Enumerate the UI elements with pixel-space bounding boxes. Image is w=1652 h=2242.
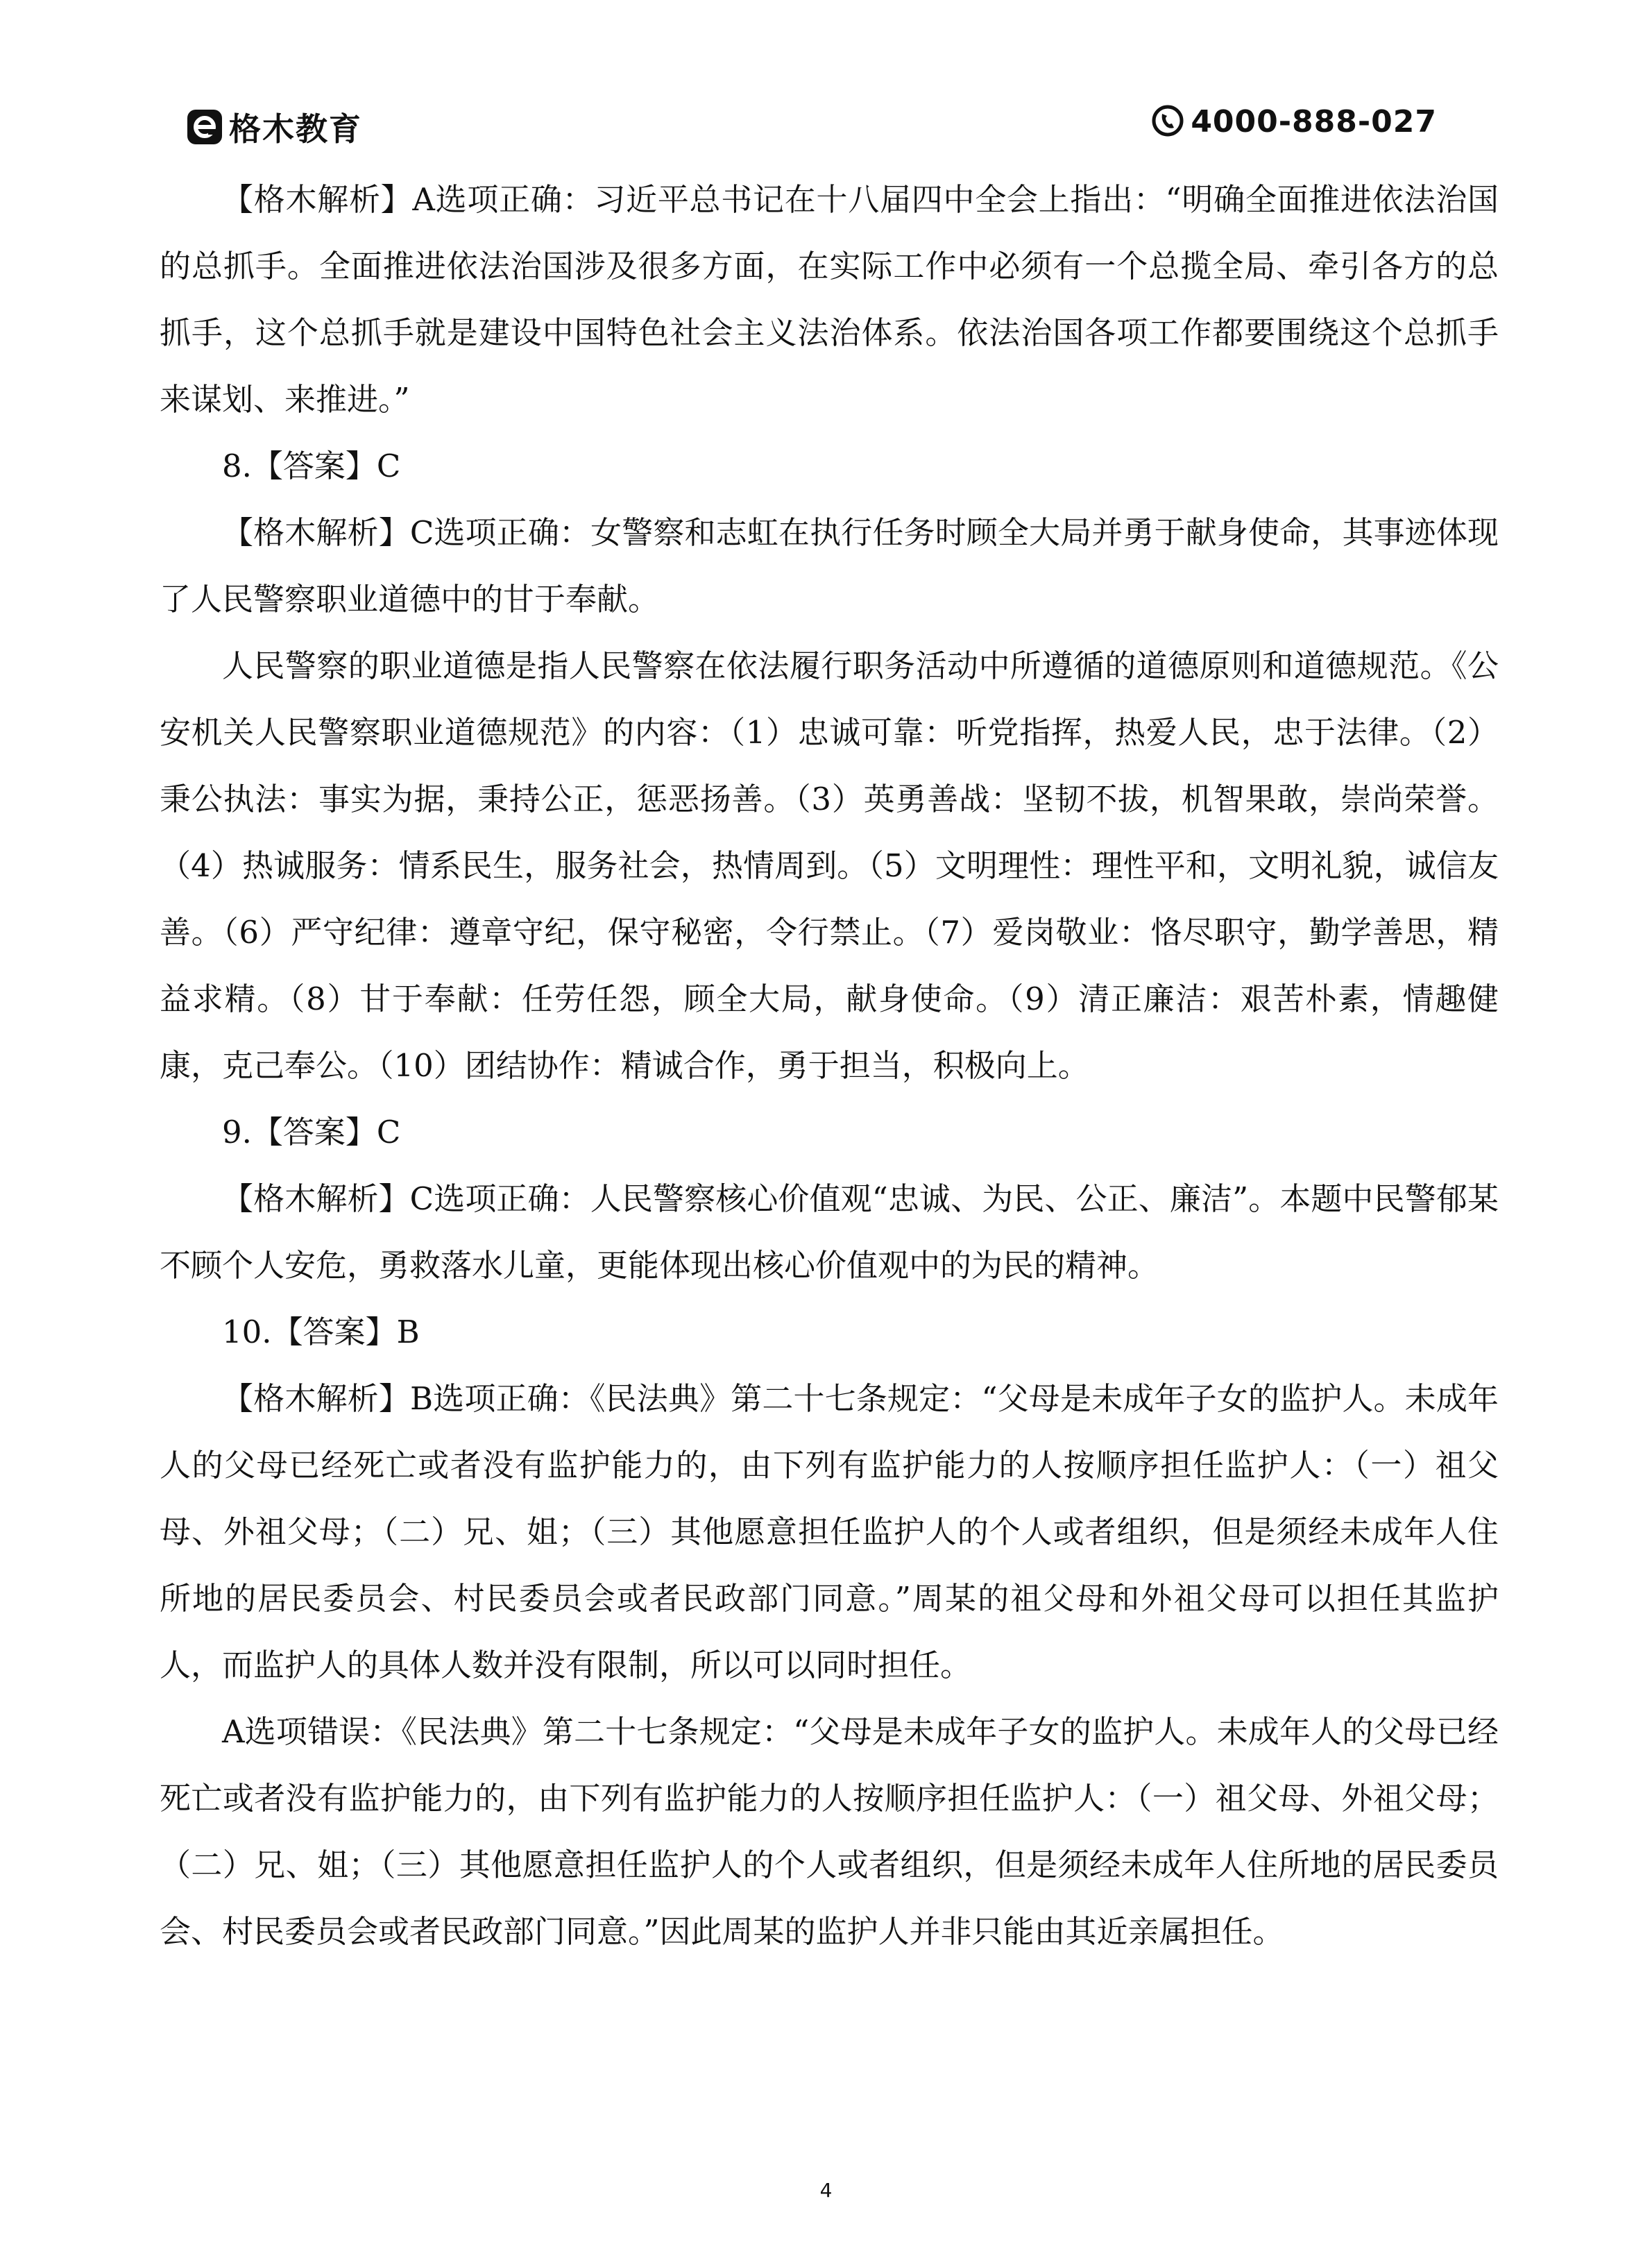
brand-logo bbox=[187, 104, 362, 150]
phone-icon bbox=[1152, 105, 1184, 139]
answer-q9: 9.【答案】C bbox=[222, 1114, 401, 1150]
paragraph-q8-ethics: 人民警察的职业道德是指人民警察在依法履行职务活动中所遵循的道德原则和道德规范。《公安机关人民警察职业道德规范》的内容：（1）忠诚可靠：听党指挥，热爱人民，忠于法律。（2）秉公执法：事实为据，秉持公正，惩恶扬善。（3）英勇善战：坚韧不拔，机智果敢，崇尚荣誉。（4）热诚服务：情系民生，服务社会，热情周到。（5）文明理性：理性平和，文明礼貌，诚信友善。（6）严守纪律：遵章守纪，保守秘密，令行禁止。（7）爱岗敬业：恪尽职守，勤学善思，精益求精。（8）甘于奉献：任劳任怨，顾全大局，献身使命。（9）清正廉洁：艰苦朴素，情趣健康，克己奉公。（10）团结协作：精诚合作，勇于担当，积极向上。 bbox=[160, 647, 1499, 1084]
logo-e-icon bbox=[187, 110, 222, 144]
logo-text: 格木教育 bbox=[229, 110, 362, 148]
paragraph-q10-analysis: 【格木解析】B选项正确：《民法典》第二十七条规定：“父母是未成年子女的监护人。未成年人的父母已经死亡或者没有监护能力的，由下列有监护能力的人按顺序担任监护人：（一）祖父母、外祖父母；（二）兄、姐；（三）其他愿意担任监护人的个人或者组织，但是须经未成年人住所地的居民委员会、村民委员会或者民政部门同意。”周某的祖父母和外祖父母可以担任其监护人，而监护人的具体人数并没有限制，所以可以同时担任。 bbox=[160, 1380, 1499, 1683]
page-number: 4 bbox=[819, 2179, 833, 2202]
answer-q10: 10.【答案】B bbox=[222, 1314, 420, 1350]
phone-number: 4000-888-027 bbox=[1191, 104, 1437, 139]
paragraph-q7-analysis: 【格木解析】A选项正确：习近平总书记在十八届四中全会上指出：“明确全面推进依法治国的总抓手。全面推进依法治国涉及很多方面，在实际工作中必须有一个总揽全局、牵引各方的总抓手，这个总抓手就是建设中国特色社会主义法治体系。依法治国各项工作都要围绕这个总抓手来谋划、来推进。” bbox=[160, 181, 1499, 418]
paragraph-q9-analysis: 【格木解析】C选项正确：人民警察核心价值观“忠诚、为民、公正、廉洁”。本题中民警郁某不顾个人安危，勇救落水儿童，更能体现出核心价值观中的为民的精神。 bbox=[160, 1180, 1499, 1284]
hotline bbox=[1152, 104, 1437, 139]
page-header bbox=[187, 97, 1465, 153]
answer-q8: 8.【答案】C bbox=[222, 448, 401, 484]
document-body bbox=[160, 167, 1499, 1965]
paragraph-q8-analysis: 【格木解析】C选项正确：女警察和志虹在执行任务时顾全大局并勇于献身使命，其事迹体现了人民警察职业道德中的甘于奉献。 bbox=[160, 514, 1499, 618]
paragraph-q10-option-a: A选项错误：《民法典》第二十七条规定：“父母是未成年子女的监护人。未成年人的父母已经死亡或者没有监护能力的，由下列有监护能力的人按顺序担任监护人：（一）祖父母、外祖父母；（二）兄、姐；（三）其他愿意担任监护人的个人或者组织，但是须经未成年人住所地的居民委员会、村民委员会或者民政部门同意。”因此周某的监护人并非只能由其近亲属担任。 bbox=[160, 1713, 1499, 1950]
